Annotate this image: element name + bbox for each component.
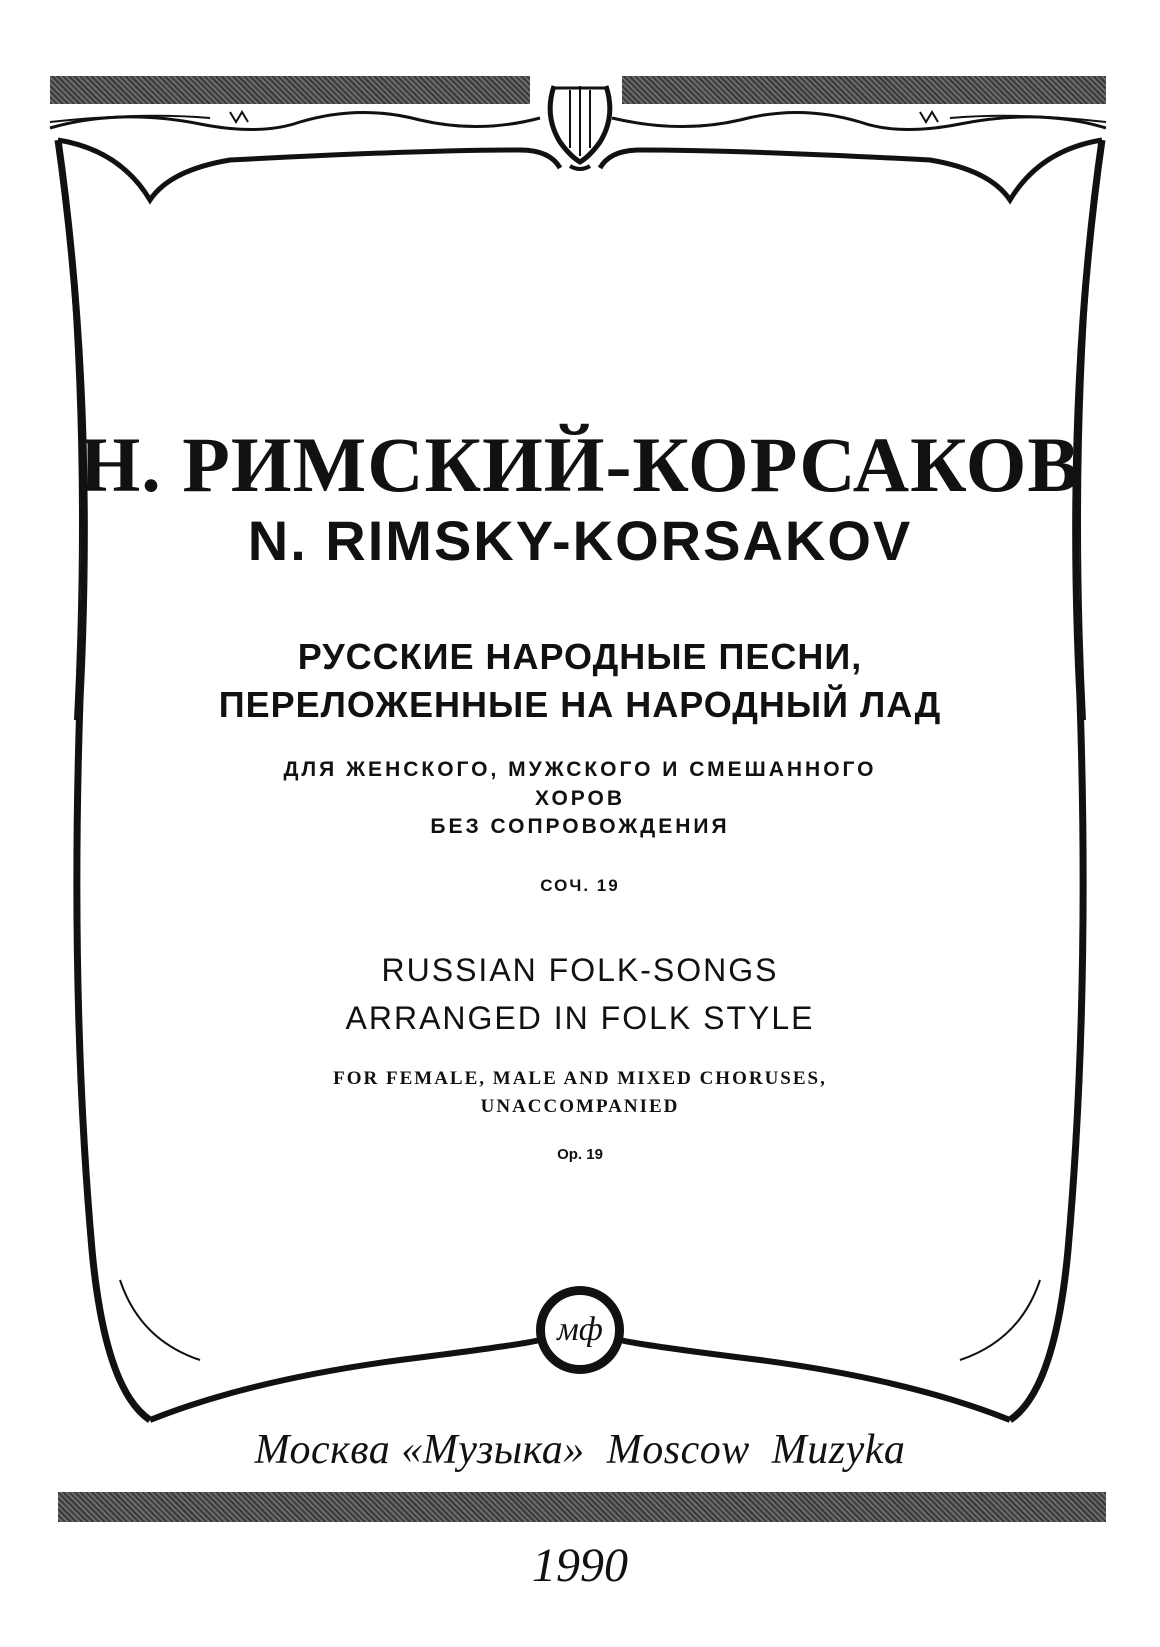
title-ru-line-1: РУССКИЕ НАРОДНЫЕ ПЕСНИ, [297, 636, 863, 677]
bottom-band [58, 1492, 1106, 1522]
composer-name-ru: Н. РИМСКИЙ-КОРСАКОВ [79, 421, 1081, 508]
subtitle-en-line-1: FOR FEMALE, MALE AND MIXED CHORUSES, [333, 1068, 827, 1089]
publisher-line: Москва «Музыка» Moscow Muzyka [254, 1427, 906, 1473]
subtitle-ru-line-1: ДЛЯ ЖЕНСКОГО, МУЖСКОГО И СМЕШАННОГО [283, 758, 877, 781]
publication-year: 1990 [532, 1539, 628, 1592]
title-ru-line-2: ПЕРЕЛОЖЕННЫЕ НА НАРОДНЫЙ ЛАД [218, 684, 942, 725]
lyre-icon [540, 76, 620, 176]
subtitle-en-line-2: UNACCOMPANIED [480, 1096, 680, 1117]
opus-ru: СОЧ. 19 [540, 876, 620, 895]
title-en-line-1: RUSSIAN FOLK-SONGS [381, 952, 779, 988]
opus-en: Op. 19 [557, 1146, 603, 1163]
subtitle-ru-line-2: ХОРОВ [534, 787, 626, 810]
composer-name-en: N. RIMSKY-KORSAKOV [247, 509, 913, 572]
subtitle-ru-line-3: БЕЗ СОПРОВОЖДЕНИЯ [430, 815, 730, 838]
publisher-logo [536, 1286, 624, 1374]
title-en-line-2: ARRANGED IN FOLK STYLE [345, 1000, 815, 1036]
publisher-logo-text: мф [557, 1311, 603, 1348]
